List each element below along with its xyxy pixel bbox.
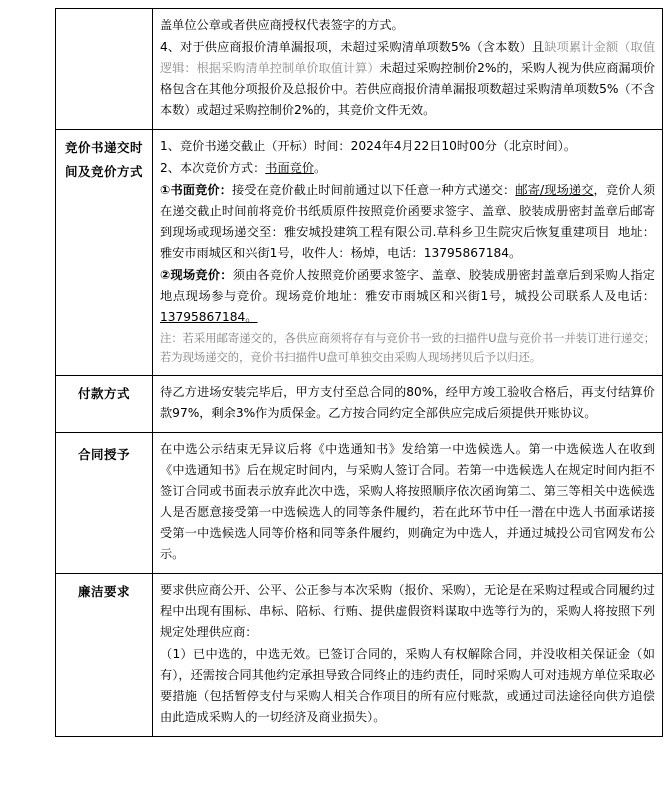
paragraph: 在中选公示结束无异议后将《中选通知书》发给第一中选候选人。第一中选候选人在收到《中选通知书》后在规定时间内，与采购人签订合同。若第一中选候选人在规定时间内拒不签订合同或书面表示放弃此次中选，采购人将按照顺序依次函询第二、第三等相关中选候选人是否愿意接受第一中选候选人的同等条件履约，若在此环节中任一潜在中选人书面承诺接受第一中选候选人同等价格和同等条件履约，则确定为中选人，并通过城投公司官网发布公示。 — [160, 442, 655, 562]
gray-text: 缺项累计金额 — [544, 39, 619, 54]
paragraph: ①书面竞价：接受在竞价截止时间前通过以下任意一种方式递交：邮寄/现场递交，竞价人须在递交截止时间前将竞价书纸质原件按照竞价函要求签字、盖章、胶装成册密封盖章后邮寄到现场或现场递交至：雅安城投建筑工程有限公司.草科乡卫生院灾后恢复重建项目 地址：雅安市雨城区和兴街1号，收件人：杨焯，电话：13795867184。 — [160, 182, 656, 260]
row-label-submission-time-and-method: 竞价书递交时间及竞价方式 — [56, 129, 153, 375]
table-row — [56, 574, 663, 737]
row-content-payment — [153, 376, 663, 433]
row-content-submission — [153, 129, 663, 375]
paragraph: 要求供应商公开、公平、公正参与本次采购（报价、采购），无论是在采购过程或合同履约过程中出现有围标、串标、陪标、行贿、提供虚假资料谋取中选等行为的，采购人将按照下列规定处理供应商： — [160, 583, 655, 640]
bold-label: ②现场竞价： — [160, 267, 233, 282]
paragraph: （1）已中选的，中选无效。已签订合同的，采购人有权解除合同，并没收相关保证金（如有），还需按合同其他约定承担导致合同终止的违约责任，同时采购人可对违规方单位采取必要措施（包括暂停支付与采购人相关合作项目的所有应付账款，或通过司法途径向供方追偿由此造成采购人的一切经济及商业损失）。 — [160, 647, 655, 724]
paragraph: 盖单位公章或者供应商授权代表签字的方式。 — [160, 18, 404, 32]
table-body — [56, 9, 663, 737]
row-content-contract-award — [153, 433, 663, 574]
row-content-continuation — [153, 9, 663, 130]
row-label-continuation — [56, 9, 153, 130]
note-paragraph: 注：若采用邮寄递交的，各供应商须将存有与竞价书一致的扫描件U盘与竞价书一并装订进行递交；若为现场递交的，竞价书扫描件U盘可单独交由采购人现场拷贝后予以归还。 — [160, 331, 655, 364]
row-label-integrity-requirements: 廉洁要求 — [56, 574, 153, 737]
gray-text: （取值逻辑：根据采购清单控制单价取值计算） — [160, 39, 656, 75]
underlined-phone: 13795867184。 — [160, 309, 258, 324]
row-label-payment-method: 付款方式 — [56, 376, 153, 433]
paragraph: 2、本次竞价方式：书面竞价。 — [160, 160, 327, 175]
document-page — [0, 8, 669, 808]
table-row — [56, 376, 663, 433]
row-label-contract-award: 合同授予 — [56, 433, 153, 574]
table-row — [56, 9, 663, 130]
underlined-text: 书面竞价 — [265, 160, 315, 175]
paragraph: 4、对于供应商报价清单漏报项，未超过采购清单项数5%（含本数）且缺项累计金额（取值逻辑：根据采购清单控制单价取值计算）未超过采购控制价2%的，采购人视为供应商漏项价格包含在其他分项报价及总报价中。若供应商报价清单漏报项数超过采购清单项数5%（不含本数）或超过采购控制价2%的，其竞价文件无效。 — [160, 39, 656, 117]
row-content-integrity — [153, 574, 663, 737]
bold-label: ①书面竞价： — [160, 182, 233, 197]
paragraph: 1、竞价书递交截止（开标）时间：2024年4月22日10时00分（北京时间）。 — [160, 138, 577, 153]
contract-terms-table — [55, 8, 663, 737]
paragraph: ②现场竞价：须由各竞价人按照竞价函要求签字、盖章、胶装成册密封盖章后到采购人指定地点现场参与竞价。现场竞价地址：雅安市雨城区和兴街1号，城投公司联系人及电话：13795867184。 — [160, 267, 655, 324]
underlined-text: 邮寄/现场递交 — [515, 182, 594, 197]
table-row — [56, 433, 663, 574]
paragraph: 待乙方进场安装完毕后，甲方支付至总合同的80%，经甲方竣工验收合格后，再支付结算价款97%，剩余3%作为质保金。乙方按合同约定全部供应完成后须提供开账协议。 — [160, 385, 655, 421]
table-row — [56, 129, 663, 375]
